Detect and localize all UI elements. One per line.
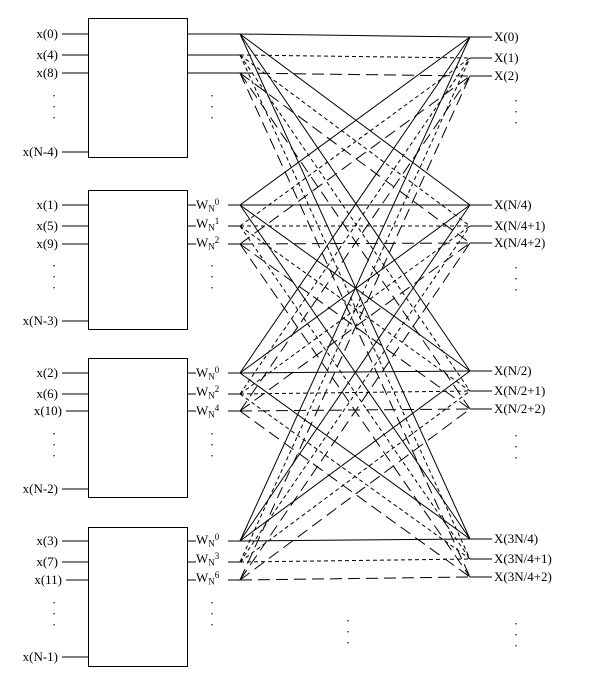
output-label: X(N/2) bbox=[494, 363, 532, 378]
input-label: x(11) bbox=[34, 572, 62, 587]
output-label: X(2) bbox=[494, 68, 519, 83]
twiddle-sup: 2 bbox=[214, 384, 220, 394]
twiddle-base: W bbox=[196, 532, 209, 548]
input-label: x(7) bbox=[36, 554, 58, 569]
input-dots-1: · · · bbox=[51, 88, 57, 125]
twiddle-sub: N bbox=[208, 222, 215, 233]
output-label: X(3N/4+2) bbox=[494, 569, 552, 584]
output-dots-1: · · · bbox=[513, 93, 519, 130]
twiddle-sup: 2 bbox=[214, 235, 220, 245]
twiddle-factor-label bbox=[196, 196, 219, 216]
twiddle-base: W bbox=[196, 197, 209, 213]
twiddle-factor-label bbox=[196, 402, 219, 422]
twiddle-sup: 3 bbox=[214, 551, 220, 561]
input-label: x(N-4) bbox=[22, 144, 58, 159]
output-label: X(N/4) bbox=[494, 197, 532, 212]
twiddle-base: W bbox=[196, 551, 209, 567]
output-label: X(3N/4) bbox=[494, 531, 539, 546]
twiddle-factor-label bbox=[196, 215, 219, 235]
input-label: x(N-2) bbox=[22, 481, 58, 496]
twiddle-sub: N bbox=[208, 538, 215, 549]
twiddle-factor-label bbox=[196, 383, 219, 403]
twiddle-sup: 0 bbox=[214, 532, 220, 542]
twiddle-base: W bbox=[196, 365, 209, 381]
dft-block-2 bbox=[88, 190, 188, 330]
input-label: x(6) bbox=[36, 386, 58, 401]
twiddle-sub: N bbox=[208, 390, 215, 401]
input-label: x(1) bbox=[36, 197, 58, 212]
dft-block-4 bbox=[88, 527, 188, 667]
twiddle-sub: N bbox=[208, 203, 215, 214]
output-dots-4: · · · bbox=[513, 616, 519, 653]
mid-dots-4: · · · bbox=[209, 595, 215, 632]
twiddle-sup: 0 bbox=[214, 197, 220, 207]
input-dots-3: · · · bbox=[51, 426, 57, 463]
dft-block-1 bbox=[88, 18, 188, 158]
output-dots-2: · · · bbox=[513, 260, 519, 297]
twiddle-factor-label bbox=[196, 550, 219, 570]
input-label: x(0) bbox=[36, 26, 58, 41]
twiddle-sub: N bbox=[208, 409, 215, 420]
mid-dots-2: · · · bbox=[209, 258, 215, 295]
input-label: x(2) bbox=[36, 365, 58, 380]
twiddle-sub: N bbox=[208, 557, 215, 568]
twiddle-sub: N bbox=[208, 576, 215, 587]
output-label: X(0) bbox=[494, 29, 519, 44]
output-label: X(N/2+1) bbox=[494, 383, 546, 398]
output-label: X(N/4+1) bbox=[494, 218, 546, 233]
twiddle-base: W bbox=[196, 216, 209, 232]
input-label: x(N-3) bbox=[22, 313, 58, 328]
mid-dots-3: · · · bbox=[209, 426, 215, 463]
twiddle-sup: 6 bbox=[214, 570, 220, 580]
twiddle-base: W bbox=[196, 235, 209, 251]
twiddle-base: W bbox=[196, 384, 209, 400]
input-label: x(8) bbox=[36, 65, 58, 80]
output-dots-3: · · · bbox=[513, 428, 519, 465]
twiddle-sub: N bbox=[208, 371, 215, 382]
input-label: x(N-1) bbox=[22, 649, 58, 664]
mid-dots-1: · · · bbox=[209, 88, 215, 125]
output-label: X(1) bbox=[494, 50, 519, 65]
twiddle-factor-label bbox=[196, 364, 219, 384]
twiddle-base: W bbox=[196, 403, 209, 419]
output-label: X(N/4+2) bbox=[494, 235, 546, 250]
twiddle-sup: 1 bbox=[214, 216, 220, 226]
twiddle-sub: N bbox=[208, 241, 215, 252]
input-label: x(10) bbox=[33, 403, 62, 418]
twiddle-factor-label bbox=[196, 234, 219, 254]
output-label: X(3N/4+1) bbox=[494, 551, 552, 566]
input-label: x(5) bbox=[36, 218, 58, 233]
dft-block-3 bbox=[88, 358, 188, 498]
twiddle-factor-label bbox=[196, 569, 219, 589]
twiddle-base: W bbox=[196, 570, 209, 586]
center-dots-1: · · · bbox=[345, 613, 351, 650]
input-dots-4: · · · bbox=[51, 595, 57, 632]
twiddle-sup: 4 bbox=[214, 403, 220, 413]
twiddle-factor-label bbox=[196, 531, 219, 551]
twiddle-sup: 0 bbox=[214, 365, 220, 375]
output-label: X(N/2+2) bbox=[494, 401, 546, 416]
input-label: x(4) bbox=[36, 47, 58, 62]
input-label: x(3) bbox=[36, 533, 58, 548]
input-dots-2: · · · bbox=[51, 258, 57, 295]
input-label: x(9) bbox=[36, 236, 58, 251]
